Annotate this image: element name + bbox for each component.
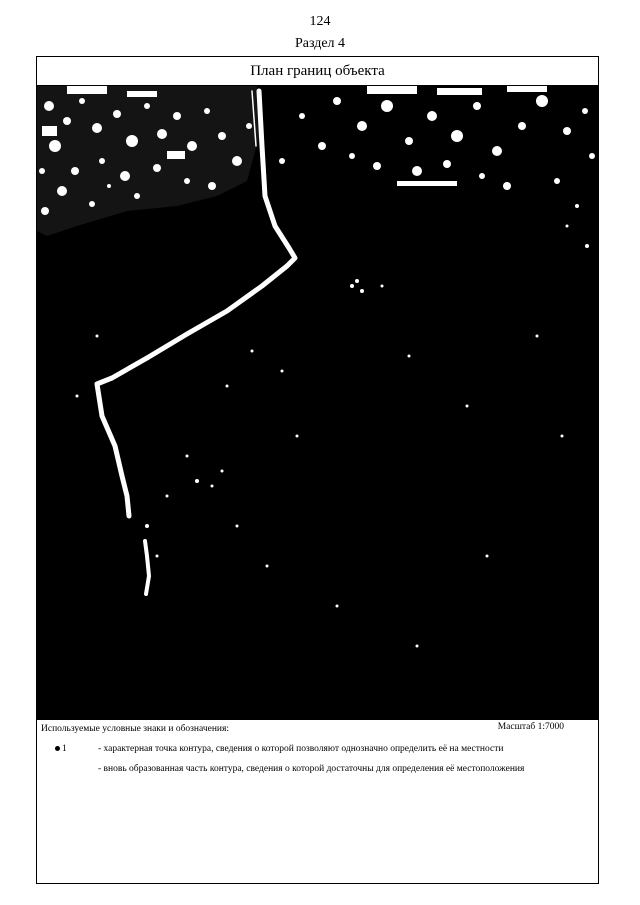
aerial-map-image [37, 86, 598, 720]
plan-frame [36, 56, 599, 884]
legend-symbol-label: 1 [62, 744, 67, 754]
legend-heading: Используемые условные знаки и обозначения: [41, 724, 230, 734]
legend-symbol [55, 744, 95, 754]
legend [37, 720, 598, 883]
page-number: 124 [309, 14, 331, 29]
point-dot-icon [55, 746, 60, 751]
legend-description: - вновь образованная часть контура, сведения о которой достаточны для определения её местоположения [98, 764, 525, 774]
map-scale: Масштаб 1:7000 [497, 722, 564, 732]
section-title: Раздел 4 [294, 36, 346, 51]
legend-description: - характерная точка контура, сведения о которой позволяют однозначно определить её на местности [98, 744, 504, 754]
plan-title: План границ объекта [37, 57, 598, 86]
